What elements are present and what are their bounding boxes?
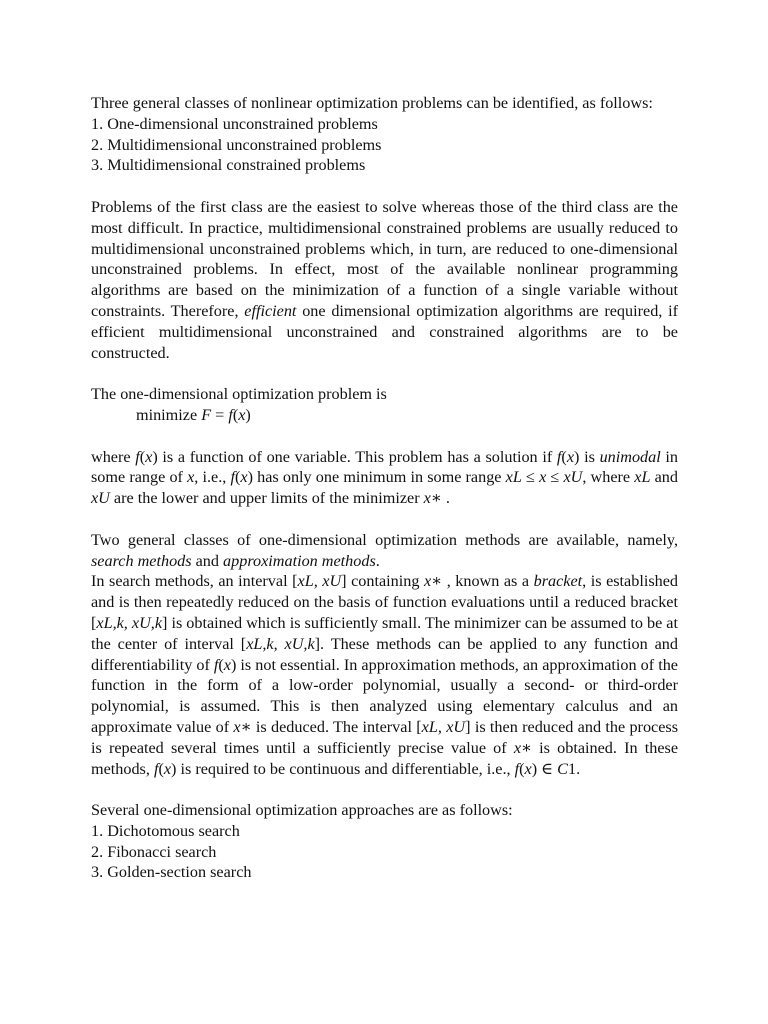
- text-span: , known as a: [442, 572, 534, 591]
- emphasis-bracket: bracket: [533, 572, 583, 591]
- text-span: ) is a function of one variable. This problem has a solution if: [152, 447, 557, 466]
- math-xstar: x∗: [423, 489, 442, 508]
- text-span: .: [441, 489, 450, 508]
- math-x: x: [240, 468, 248, 487]
- text-span: are the lower and upper limits of the minimizer: [109, 489, 424, 508]
- problem-intro: The one-dimensional optimization problem is: [91, 385, 387, 404]
- math-x: x: [145, 447, 153, 466]
- text-span: (: [218, 655, 224, 674]
- formula-paren: ): [245, 405, 251, 424]
- text-span: , where: [582, 468, 635, 487]
- text-span: in some range of: [91, 447, 679, 487]
- math-xstar: x∗: [423, 572, 443, 591]
- math-x: x: [524, 759, 532, 778]
- paragraph-gap: [91, 509, 678, 530]
- formula-text: minimize: [136, 405, 202, 424]
- text-span: , i.e.,: [194, 468, 231, 487]
- text-span: ) is: [574, 447, 600, 466]
- text-span: , is established and is then repeatedly reduced on the basis of function evaluations until a reduced bracket [: [91, 572, 678, 632]
- problem-formula: [91, 405, 678, 426]
- text-span: and: [650, 468, 678, 487]
- list-item: 1. One-dimensional unconstrained problems: [91, 114, 378, 133]
- list-item: 3. Golden-section search: [91, 863, 252, 882]
- math-f: f: [556, 447, 562, 466]
- paragraph-gap: [91, 779, 678, 800]
- text-span: (: [139, 447, 146, 466]
- text-span: where: [91, 447, 136, 466]
- text-span: ] containing: [341, 572, 424, 591]
- text-span: ] is then reduced and the process is repeated several times until a sufficiently precise value of: [91, 717, 679, 757]
- math-interval: xL, xU: [421, 717, 466, 736]
- text-span: ] is obtained which is sufficiently small. The minimizer can be assumed to be at the center of interval [: [91, 613, 678, 653]
- math-xstar: x∗: [513, 738, 533, 757]
- text-span: ) is required to be continuous and differentiable, i.e.,: [171, 759, 515, 778]
- text-span: (: [519, 759, 525, 778]
- formula-paren: (: [232, 405, 239, 424]
- math-interval-k: xL,k, xU,k: [246, 634, 315, 653]
- formula-x: x: [238, 405, 246, 424]
- math-x: x: [187, 468, 195, 487]
- methods-paragraph: [91, 530, 678, 572]
- emphasis-efficient: efficient: [244, 301, 297, 320]
- text-span: and: [191, 551, 224, 570]
- math-x: x: [163, 759, 172, 778]
- math-x: x: [223, 655, 231, 674]
- math-x: x: [539, 468, 547, 487]
- math-xstar: x∗: [233, 717, 252, 736]
- list-item: 2. Fibonacci search: [91, 842, 217, 861]
- list-item: 3. Multidimensional constrained problems: [91, 156, 366, 175]
- text-span: (: [561, 447, 567, 466]
- approaches-intro: Several one-dimensional optimization approaches are as follows:: [91, 801, 513, 820]
- text-span: ) is not essential. In approximation methods, an approximation of the function in the form of a low-order polynomial, usually a second- or third-order polynomial, is assumed. This is then analyzed using elementary calculus and an approximate value of: [91, 655, 678, 736]
- text-span: Two general classes of one-dimensional optimization methods are available, namely,: [91, 530, 678, 549]
- math-xU: xU: [91, 489, 110, 508]
- text-span: .: [375, 551, 380, 570]
- difficulty-paragraph: [91, 197, 678, 363]
- list-item: 2. Multidimensional unconstrained problems: [91, 135, 382, 154]
- math-xL: xL: [634, 468, 651, 487]
- math-x: x: [566, 447, 574, 466]
- paragraph-gap: [91, 426, 678, 447]
- math-interval-k: xL,k, xU,k: [96, 613, 163, 632]
- math-C: C: [557, 759, 568, 778]
- math-f: f: [514, 759, 520, 778]
- unimodal-paragraph: [91, 447, 678, 509]
- formula-f: f: [228, 405, 233, 424]
- math-f: f: [213, 655, 219, 674]
- document-page: [91, 93, 678, 883]
- math-f: f: [230, 468, 235, 487]
- text-span: Problems of the first class are the easiest to solve whereas those of the third class are the most difficult. In practice, multidimensional constrained problems are usually reduced to multidimensional unconstrained problems which, in turn, are reduced to one-dimensional unconstrained problems. In effect, most of the available nonlinear programming algorithms are based on the minimization of a function of a single variable without constraints. Therefore,: [91, 197, 678, 320]
- search-approx-paragraph: [91, 571, 678, 779]
- text-span: In search methods, an interval [: [91, 572, 298, 591]
- emphasis-unimodal: unimodal: [599, 447, 661, 466]
- text-span: ≤: [546, 468, 564, 487]
- text-span: ]. These methods can be applied to any function and differentiability of: [91, 634, 678, 674]
- paragraph-gap: [91, 363, 678, 384]
- text-span: (: [234, 468, 241, 487]
- formula-F: F: [201, 405, 212, 424]
- math-xU: xU: [563, 468, 583, 487]
- emphasis-search-methods: search methods: [91, 551, 192, 570]
- math-xL: xL: [505, 468, 522, 487]
- math-f: f: [153, 759, 159, 778]
- text-span: ≤: [521, 468, 540, 487]
- text-span: is obtained. In these methods,: [91, 738, 678, 778]
- emphasis-approximation-methods: approximation methods: [223, 551, 376, 570]
- intro-paragraph: Three general classes of nonlinear optimization problems can be identified, as follows:: [91, 94, 653, 112]
- text-span: ) ∈: [531, 759, 558, 778]
- text-span: (: [158, 759, 164, 778]
- text-span: one dimensional optimization algorithms are required, if efficient multidimensional unconstrained and constrained algorithms are to be constructed.: [91, 301, 678, 362]
- text-span: 1.: [567, 759, 581, 778]
- list-item: 1. Dichotomous search: [91, 821, 240, 840]
- paragraph-gap: [91, 176, 678, 197]
- math-f: f: [135, 447, 140, 466]
- math-interval: xL, xU: [297, 572, 342, 591]
- text-span: is deduced. The interval [: [251, 717, 422, 736]
- formula-eq: =: [211, 405, 229, 424]
- text-span: ) has only one minimum in some range: [247, 468, 506, 487]
